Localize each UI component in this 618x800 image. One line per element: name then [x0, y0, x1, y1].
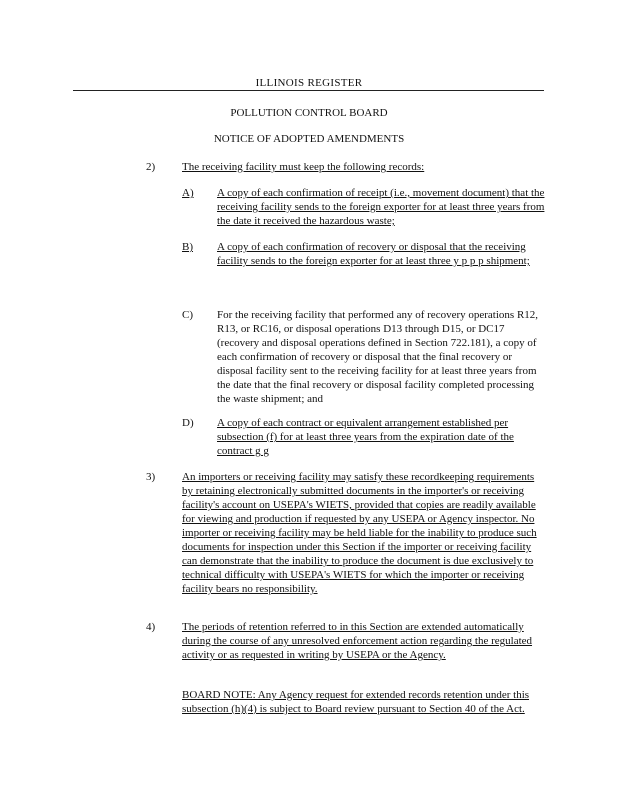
- item-3-text: An importers or receiving facility may satisfy these recordkeeping requirements by retaining electronically submitted documents in the importer's or receiving facility's account on USEPA's WIETS, provided that copies are readily available for viewing and production if requested by any USEPA or Agency inspector. No importer or receiving facility may be held liable for the inability to produce such documents for inspection under this Section if the importer or receiving facility can demonstrate that the inability to produce the document is due exclusively to technical difficulty with USEPA's WIETS for which the importer or receiving facility bears no responsibility.: [182, 471, 537, 595]
- item-3-number: 3): [146, 471, 156, 483]
- item-a-number: A): [182, 187, 194, 199]
- item-b-number: B): [182, 241, 193, 253]
- header-divider: [73, 90, 544, 91]
- item-2-text: The receiving facility must keep the following records:: [182, 161, 425, 173]
- item-4-text: The periods of retention referred to in this Section are extended automatically during the course of any unresolved enforcement action regarding the regulated activity or as requested in writing by USEPA or the Agency.: [182, 621, 533, 661]
- item-d-text: A copy of each contract or equivalent arrangement established per subsection (f) for at least three years from the expiration date of the contract g g: [217, 417, 514, 457]
- item-a-text: A copy of each confirmation of receipt (i.e., movement document) that the receiving facility sends to the foreign exporter for at least three years from the date it received the hazardous waste;: [217, 187, 545, 227]
- item-b-text: A copy of each confirmation of recovery or disposal that the receiving facility sends to the foreign exporter for at least three y p p p shipment;: [217, 241, 530, 267]
- item-4-number: 4): [146, 621, 156, 633]
- board-note: BOARD NOTE: Any Agency request for extended records retention under this subsection (h)(4) is subject to Board review pursuant to Section 40 of the Act.: [182, 689, 530, 715]
- register-title: ILLINOIS REGISTER: [255, 77, 363, 89]
- item-c-number: C): [182, 309, 193, 321]
- board-title: POLLUTION CONTROL BOARD: [230, 107, 388, 119]
- item-c-text: For the receiving facility that performed any of recovery operations R12, R13, or RC16, or disposal operations D13 through D15, or DC17 (recovery and disposal operations defined in Section 722.181), a copy of each confirmation of recovery or disposal that the final recovery or disposal facility sent to the receiving facility for at least three years from the date that the final recovery or disposal facility completed processing the waste shipment; and: [217, 309, 539, 405]
- notice-title: NOTICE OF ADOPTED AMENDMENTS: [213, 133, 405, 145]
- item-d-number: D): [182, 417, 194, 429]
- item-2-number: 2): [146, 161, 156, 173]
